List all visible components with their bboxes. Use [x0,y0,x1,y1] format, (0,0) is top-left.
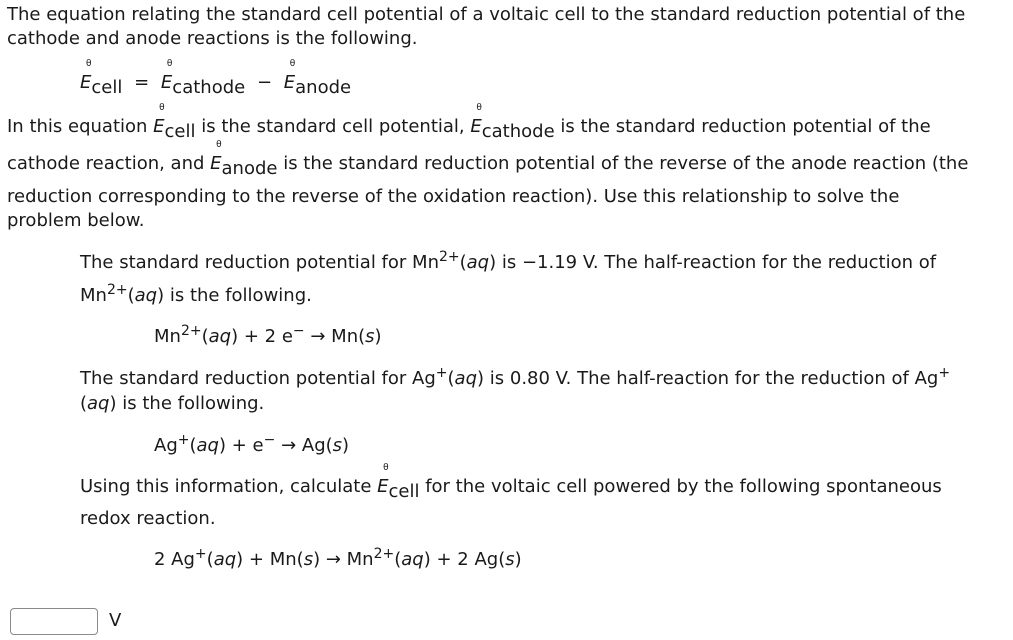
explain-line-1: In this equation E θ cell is the standard cell potential, E θ cathode is the standard reduction potential of the [7,103,931,142]
ag-line-1: The standard reduction potential for Ag+(aq) is 0.80 V. The half-reaction for the reduction of Ag+ [80,365,951,389]
mn-line-1: The standard reduction potential for $Mn^{2+}(aq)$ is −1.19 V. The half-reaction for the reduction of [80,249,937,273]
mn-line-2: $Mn^{2+}(aq)$ is the following. [80,282,312,306]
explain-line-2: cathode reaction, and E θ anode is the standard reduction potential of the reverse of the anode reaction (the [7,140,969,179]
mn-half-reaction: $Mn^{2+}(aq) + 2$ e− → Mn(s) [154,323,382,347]
explain-line-3: reduction corresponding to the reverse of the oxidation reaction). Use this relationship to solve the [7,186,900,207]
intro-line-1: The equation relating the standard cell potential of a voltaic cell to the standard reduction potential of the [7,4,966,25]
cell-potential-equation: E θ cell = E θ cathode − E θ anode [80,59,352,98]
intro-line-2: cathode and anode reactions is the following. [7,28,418,49]
question-line-1: Using this information, calculate E θ cell for the voltaic cell powered by the following spontaneous [80,463,942,502]
ag-line-2: (aq) is the following. [80,393,265,414]
question-line-2: redox reaction. [80,508,216,529]
answer-input[interactable] [10,608,98,635]
overall-redox-reaction: 2 $Ag^+(aq) + Mn(s) \to Mn^{2+}(aq) + 2$ Ag(s) [154,546,522,570]
answer-unit: V [109,610,122,631]
e-symbol: E θ [80,59,92,93]
ag-half-reaction: Ag+(aq) + e− → Ag(s) [154,432,350,456]
explain-line-4: problem below. [7,210,145,231]
